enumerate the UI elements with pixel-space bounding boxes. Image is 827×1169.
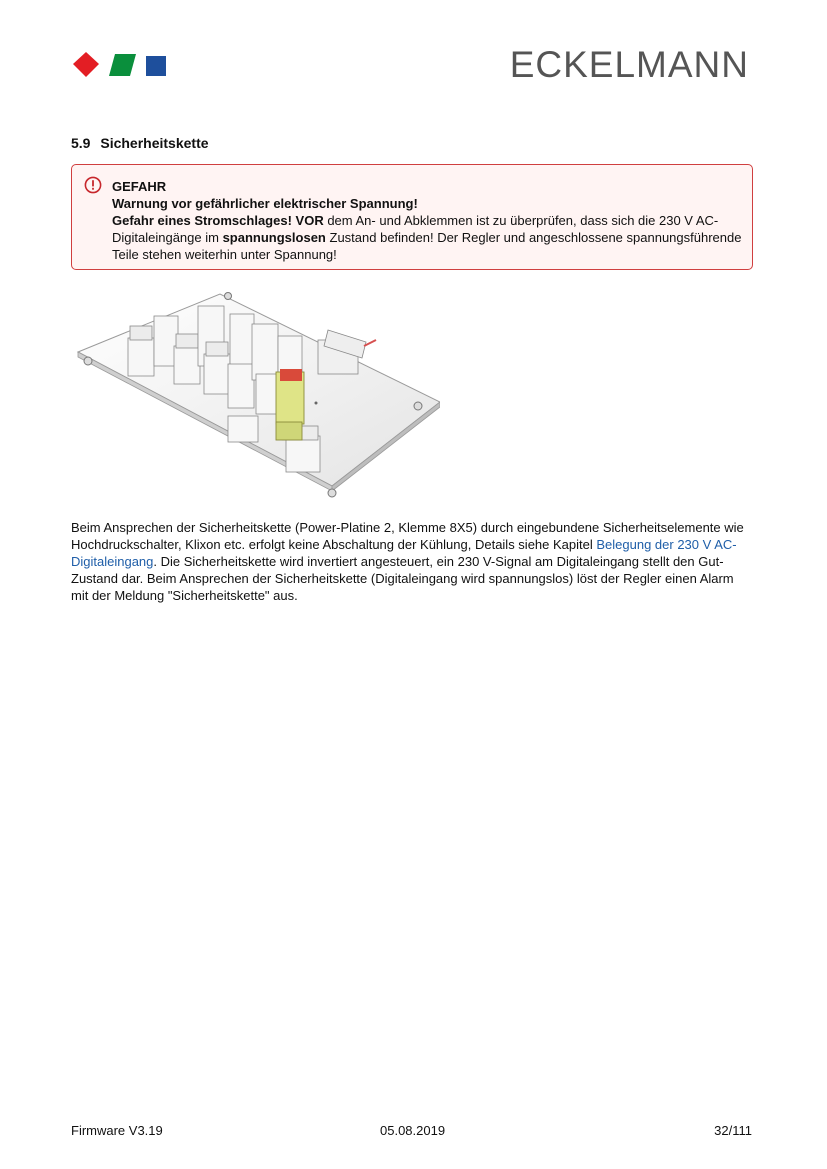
body-text-2: . Die Sicherheitskette wird invertiert angesteuert, ein 230 V-Signal am Digitaleingang stellt den Gut-Zustand dar. Beim Ansprechen der Sicherheitskette (Digitaleingang wird spannungslos) löst der Regler einen Alarm mit der Meldung "Sicherheitskette" aus. (71, 554, 734, 603)
danger-text-a: dem An- und Abklemmen ist zu überprüfen, dass sich die 230 V AC-Digitaleingänge im (112, 213, 719, 245)
danger-notice (71, 164, 753, 270)
footer-firmware: Firmware V3.19 (71, 1123, 163, 1138)
eckelmann-logo-squares (72, 49, 168, 79)
section-heading (71, 135, 209, 151)
brand-wordmark: ECKELMANN (509, 44, 749, 85)
section-title: Sicherheitskette (100, 135, 209, 151)
danger-label: GEFAHR (112, 179, 167, 194)
blue-square (146, 56, 166, 76)
green-parallelogram (109, 54, 136, 76)
power-board-illustration (70, 276, 440, 504)
danger-body (112, 178, 744, 263)
danger-bold-shock: Gefahr eines Stromschlages! (112, 213, 292, 228)
footer-page-number: 32/111 (714, 1123, 752, 1138)
body-paragraph (71, 519, 751, 604)
danger-text-b: Zustand befinden! Der Regler und angeschlossene spannungsführende Teile stehen weiterhin unter Spannung! (112, 230, 742, 262)
danger-text (112, 212, 744, 263)
danger-bold-vor: VOR (295, 213, 324, 228)
section-number: 5.9 (71, 135, 91, 151)
footer-date: 05.08.2019 (380, 1123, 446, 1138)
body-text-1: Beim Ansprechen der Sicherheitskette (Power-Platine 2, Klemme 8X5) durch eingebundene Sicherheitselemente wie Hochdruckschalter, Klixon etc. erfolgt keine Abschaltung der Kühlung, Details siehe Kapitel (71, 520, 744, 552)
chapter-link[interactable]: Belegung der 230 V AC-Digitaleingang (71, 537, 737, 569)
red-diamond (73, 52, 99, 77)
highlighted-terminal-8x5 (276, 369, 304, 440)
exclamation-circle-icon (84, 176, 102, 194)
danger-warning: Warnung vor gefährlicher elektrischer Spannung! (112, 196, 418, 211)
danger-bold-spannungslos: spannungslosen (222, 230, 326, 245)
